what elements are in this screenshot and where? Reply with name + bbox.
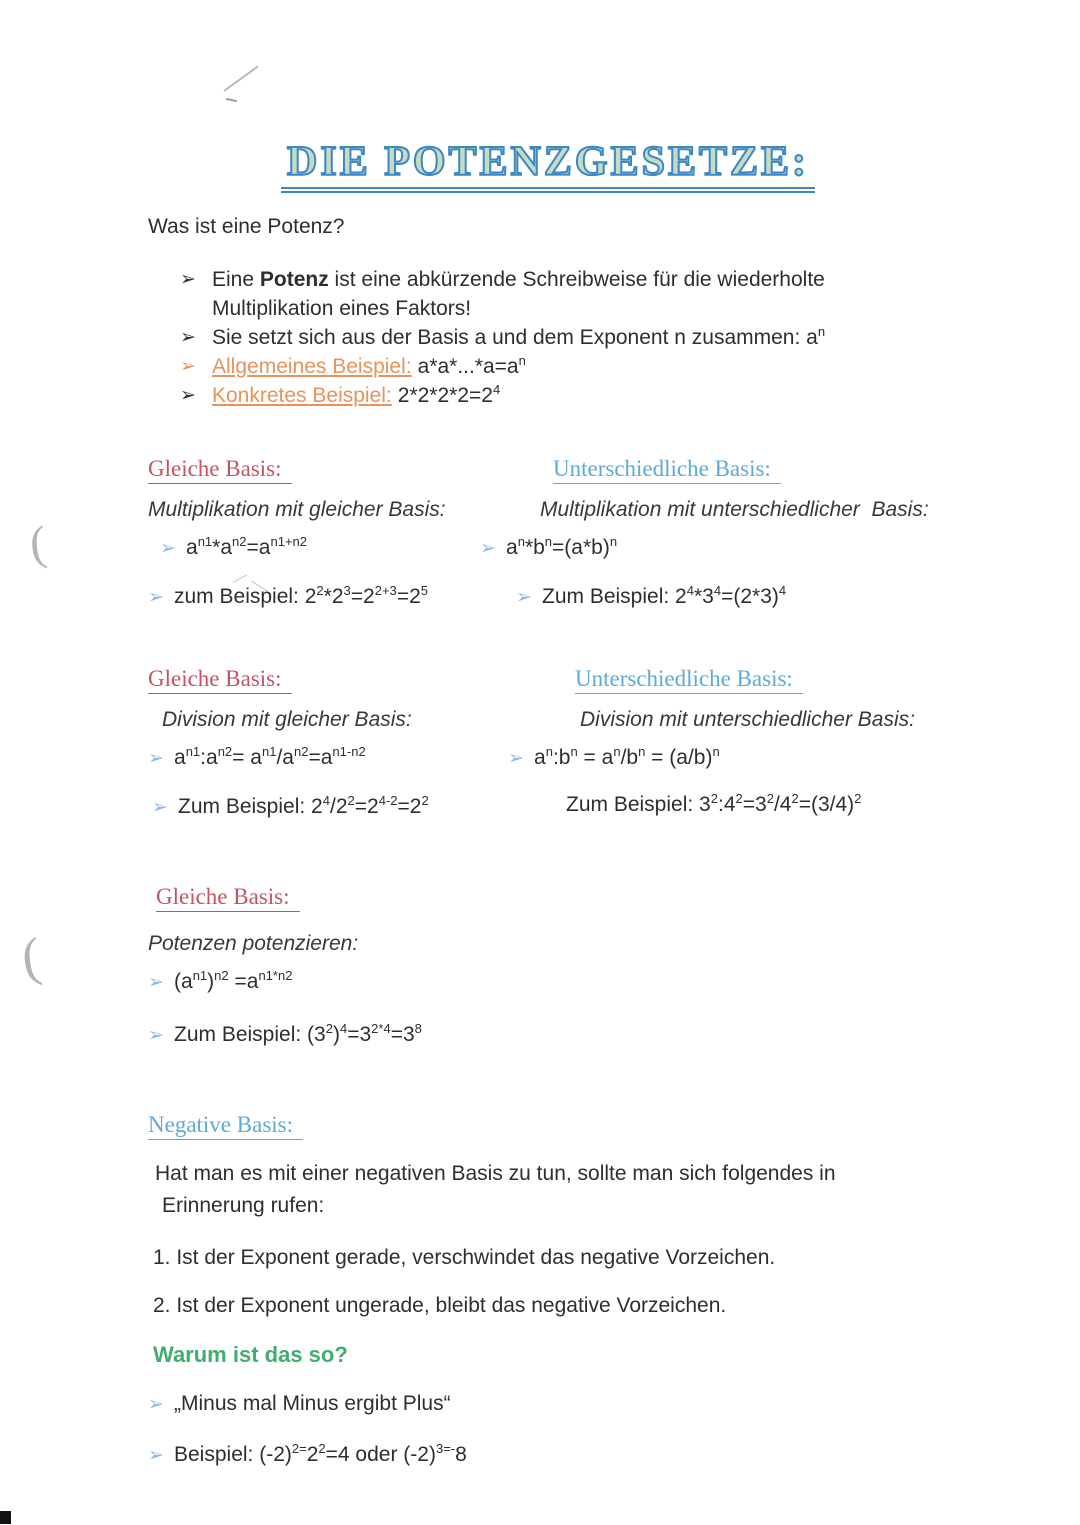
bullet-text: Sie setzt sich aus der Basis a und dem Exponent n zusammen: $a^n$: [212, 324, 826, 350]
arrow-bullet-icon: ➢: [180, 356, 196, 378]
list-item: [180, 381, 1020, 410]
arrow-bullet-icon: ➢: [148, 1025, 164, 1047]
law-formula: ➢ $a^{n1}*a^{n2}=a^{n1+n2}$: [160, 534, 478, 563]
bold-term: Potenz: [259, 268, 329, 292]
scan-corner-ink-mark: [0, 1511, 11, 1524]
arrow-bullet-icon: ➢: [180, 327, 196, 349]
law-example: ➢ Zum Beispiel: $2^4/2^2=2^{4-2}=2^2$: [152, 793, 478, 822]
arrow-bullet-icon: ➢: [152, 797, 168, 819]
law-row-multiplication: [148, 456, 1020, 612]
law-example: Zum Beispiel: $3^2:4^2=3^2/4^2=(3/4)^2$: [566, 791, 862, 817]
law-formula: ➢ $a^{n1}:a^{n2}= a^{n1}/a^{n2}=a^{n1-n2}$: [148, 744, 478, 773]
page-title: DIE POTENZGESETZE:: [281, 140, 815, 193]
rule-item-2: 2. Ist der Exponent ungerade, bleibt das negative Vorzeichen.: [153, 1294, 727, 1318]
law-different-base-division: [478, 666, 1020, 817]
law-formula: ➢ $(a^{n1})^{n2} =a^{n1*n2}$: [148, 968, 478, 997]
section-heading: Negative Basis:: [148, 1112, 1020, 1138]
formula-inline: $2*2*2*2=2^4$: [397, 382, 501, 408]
arrow-bullet-icon: ➢: [160, 538, 176, 560]
list-item: [180, 265, 1020, 323]
list-item: [180, 323, 1020, 352]
negative-base-section: [148, 1112, 1020, 1470]
arrow-bullet-icon: ➢: [148, 1445, 164, 1467]
document-body: [0, 215, 1080, 1470]
section-heading: Gleiche Basis:: [156, 884, 478, 910]
section-heading: Unterschiedliche Basis:: [575, 666, 1020, 692]
law-power-of-power: [148, 884, 478, 1050]
section-heading: Unterschiedliche Basis:: [553, 456, 1020, 482]
arrow-bullet-icon: ➢: [180, 385, 196, 407]
law-example: ➢ Zum Beispiel: $(3^2)^4=3^{2*4}=3^8$: [148, 1021, 478, 1050]
bullet-text: [212, 352, 526, 381]
list-item: [180, 352, 1020, 381]
pencil-paren-mark: (: [17, 926, 45, 988]
law-example: ➢ zum Beispiel: $2^2*2^3=2^{2+3}=2^5$: [148, 583, 478, 612]
law-subtitle: Division mit gleicher Basis:: [162, 708, 412, 732]
law-formula: ➢ $a^n:b^n = a^n/b^n = (a/b)^n$: [508, 744, 1020, 773]
law-same-base-division: [148, 666, 478, 822]
quote-line: ➢ „Minus mal Minus ergibt Plus“: [148, 1390, 1020, 1419]
law-different-base-multiplication: [478, 456, 1020, 612]
arrow-bullet-icon: ➢: [180, 269, 196, 291]
example-link-label: Konkretes Beispiel:: [212, 384, 392, 408]
section-heading: Gleiche Basis:: [148, 666, 478, 692]
arrow-bullet-icon: ➢: [148, 972, 164, 994]
title-wrap: [0, 0, 1080, 193]
intro-question: Was ist eine Potenz?: [148, 215, 345, 239]
arrow-bullet-icon: ➢: [516, 587, 532, 609]
law-subtitle: Division mit unterschiedlicher Basis:: [580, 708, 915, 732]
rule-item-1: 1. Ist der Exponent gerade, verschwindet das negative Vorzeichen.: [153, 1246, 776, 1270]
law-row-division: [148, 666, 1020, 822]
arrow-bullet-icon: ➢: [148, 1394, 164, 1416]
final-example-line: ➢ Beispiel: $(-2)^{2=}2^2=4$ oder $(-2)^{3=-}8$: [148, 1441, 1020, 1470]
why-heading: Warum ist das so?: [153, 1342, 348, 1368]
arrow-bullet-icon: ➢: [508, 748, 524, 770]
law-subtitle: Multiplikation mit unterschiedlicher Basis:: [540, 498, 929, 522]
law-example: ➢ Zum Beispiel: $2^4*3^4=(2*3)^4$: [516, 583, 1020, 612]
example-link-label: Allgemeines Beispiel:: [212, 355, 412, 379]
arrow-bullet-icon: ➢: [480, 538, 496, 560]
law-row-power-of-power: [148, 884, 1020, 1050]
bullet-text: [212, 381, 500, 410]
law-formula: ➢ $a^n*b^n=(a*b)^n$: [480, 534, 1020, 563]
pencil-paren-mark: (: [27, 516, 49, 571]
formula-inline: $a*a*...*a=a^n$: [417, 353, 526, 379]
law-subtitle: Multiplikation mit gleicher Basis:: [148, 498, 446, 522]
section-heading: Gleiche Basis:: [148, 456, 478, 482]
negative-base-intro: Hat man es mit einer negativen Basis zu tun, sollte man sich folgendes in Erinnerung rufen:: [155, 1162, 836, 1218]
law-subtitle: Potenzen potenzieren:: [148, 932, 359, 956]
arrow-bullet-icon: ➢: [148, 748, 164, 770]
bullet-text: Eine Potenz ist eine abkürzende Schreibweise für die wiederholte Multiplikation eines Faktors!: [212, 268, 825, 321]
arrow-bullet-icon: ➢: [148, 587, 164, 609]
intro-bullet-list: [148, 265, 1020, 410]
law-same-base-multiplication: [148, 456, 478, 612]
